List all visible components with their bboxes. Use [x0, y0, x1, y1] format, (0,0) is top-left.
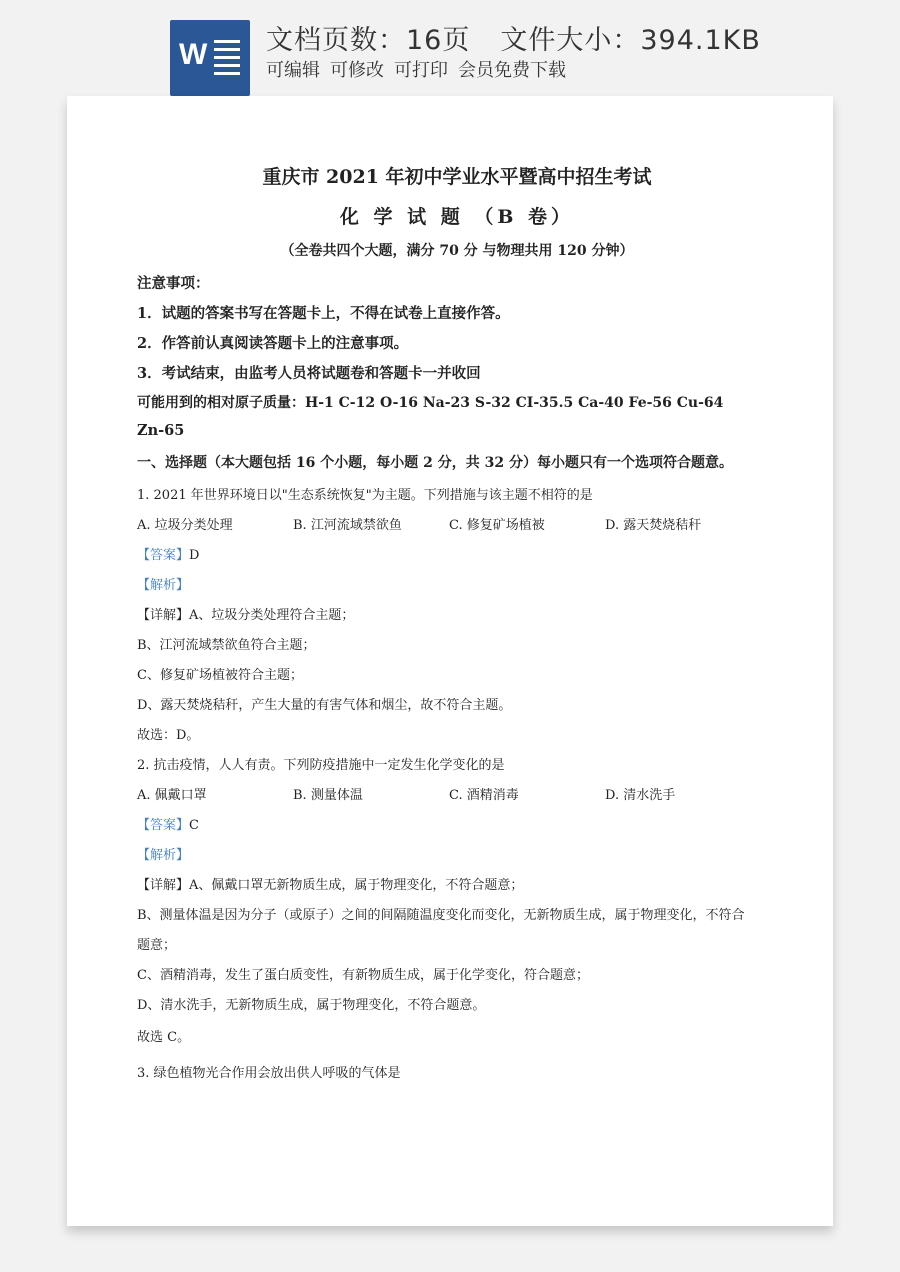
answer-label: 【答案】 — [137, 818, 190, 833]
q2-stem: 2. 抗击疫情，人人有责。下列防疫措施中一定发生化学变化的是 — [137, 758, 505, 773]
q2-detail-5: D、清水洗手，无新物质生成，属于物理变化，不符合题意。 — [137, 998, 486, 1013]
notice-3: 3．考试结束，由监考人员将试题卷和答题卡一并收回 — [137, 365, 481, 382]
q1-answer — [137, 544, 199, 563]
q1-conclusion: 故选：D。 — [137, 728, 200, 743]
detail-label: 【详解】 — [137, 608, 190, 623]
atomic-mass-line-1: 可能用到的相对原子质量：H-1 C-12 O-16 Na-23 S-32 CI-35.5 Ca-40 Fe-56 Cu-64 — [137, 395, 724, 411]
word-document-icon: W — [170, 20, 250, 96]
detail-text: A、垃圾分类处理符合主题； — [189, 608, 355, 623]
download-banner — [0, 0, 900, 96]
exam-title: 重庆市 2021 年初中学业水平暨高中招生考试 — [262, 166, 652, 188]
q1-option-a: A. 垃圾分类处理 — [137, 518, 233, 533]
q1-option-c: C. 修复矿场植被 — [449, 518, 545, 533]
q2-option-c: C. 酒精消毒 — [449, 788, 519, 803]
q2-answer — [137, 814, 199, 833]
section-heading: 一、选择题（本大题包括 16 个小题，每小题 2 分，共 32 分）每小题只有一个选项符合题意。 — [137, 455, 733, 471]
q2-detail-1 — [137, 874, 523, 893]
q1-stem: 1. 2021 年世界环境日以"生态系统恢复"为主题。下列措施与该主题不相符的是 — [137, 488, 593, 503]
q2-conclusion: 故选 C。 — [137, 1030, 191, 1045]
feature-modifiable: 可修改 — [330, 60, 384, 81]
file-size: 文件大小：394.1KB — [500, 25, 761, 56]
q1-detail-1 — [137, 604, 354, 623]
q2-analysis-label: 【解析】 — [137, 848, 190, 863]
feature-free-download: 会员免费下载 — [458, 60, 566, 81]
exam-subtitle: 化 学 试 题 （B 卷） — [339, 206, 575, 228]
q2-detail-2: B、测量体温是因为分子（或原子）之间的间隔随温度变化而变化，无新物质生成，属于物理变化，不符合 — [137, 908, 745, 923]
atomic-mass-line-2: Zn-65 — [137, 422, 185, 439]
q1-option-d: D. 露天焚烧秸秆 — [605, 518, 702, 533]
feature-printable: 可打印 — [394, 60, 448, 81]
q1-detail-2: B、江河流域禁欲鱼符合主题； — [137, 638, 316, 653]
answer-value: D — [189, 548, 200, 563]
q1-analysis-label: 【解析】 — [137, 578, 190, 593]
notice-1: 1．试题的答案书写在答题卡上，不得在试卷上直接作答。 — [137, 305, 510, 322]
feature-list — [266, 56, 576, 82]
q2-option-b: B. 测量体温 — [293, 788, 363, 803]
q2-option-d: D. 清水洗手 — [605, 788, 676, 803]
q1-option-b: B. 江河流域禁欲鱼 — [293, 518, 402, 533]
q2-detail-4: C、酒精消毒，发生了蛋白质变性，有新物质生成，属于化学变化，符合题意； — [137, 968, 589, 983]
q2-option-a: A. 佩戴口罩 — [137, 788, 207, 803]
q1-detail-4: D、露天焚烧秸秆，产生大量的有害气体和烟尘，故不符合主题。 — [137, 698, 512, 713]
exam-note: （全卷共四个大题，满分 70 分 与物理共用 120 分钟） — [280, 243, 634, 259]
notice-2: 2．作答前认真阅读答题卡上的注意事项。 — [137, 335, 409, 352]
feature-editable: 可编辑 — [266, 60, 320, 81]
q3-stem: 3. 绿色植物光合作用会放出供人呼吸的气体是 — [137, 1066, 401, 1081]
file-meta — [266, 18, 761, 57]
notice-heading: 注意事项： — [137, 275, 210, 292]
q2-detail-3: 题意； — [137, 938, 177, 953]
document-page — [67, 96, 833, 1226]
page-count: 文档页数：16页 — [266, 25, 471, 56]
detail-label: 【详解】 — [137, 878, 190, 893]
answer-value: C — [189, 818, 199, 833]
detail-text: A、佩戴口罩无新物质生成，属于物理变化，不符合题意； — [189, 878, 524, 893]
answer-label: 【答案】 — [137, 548, 190, 563]
q1-detail-3: C、修复矿场植被符合主题； — [137, 668, 303, 683]
